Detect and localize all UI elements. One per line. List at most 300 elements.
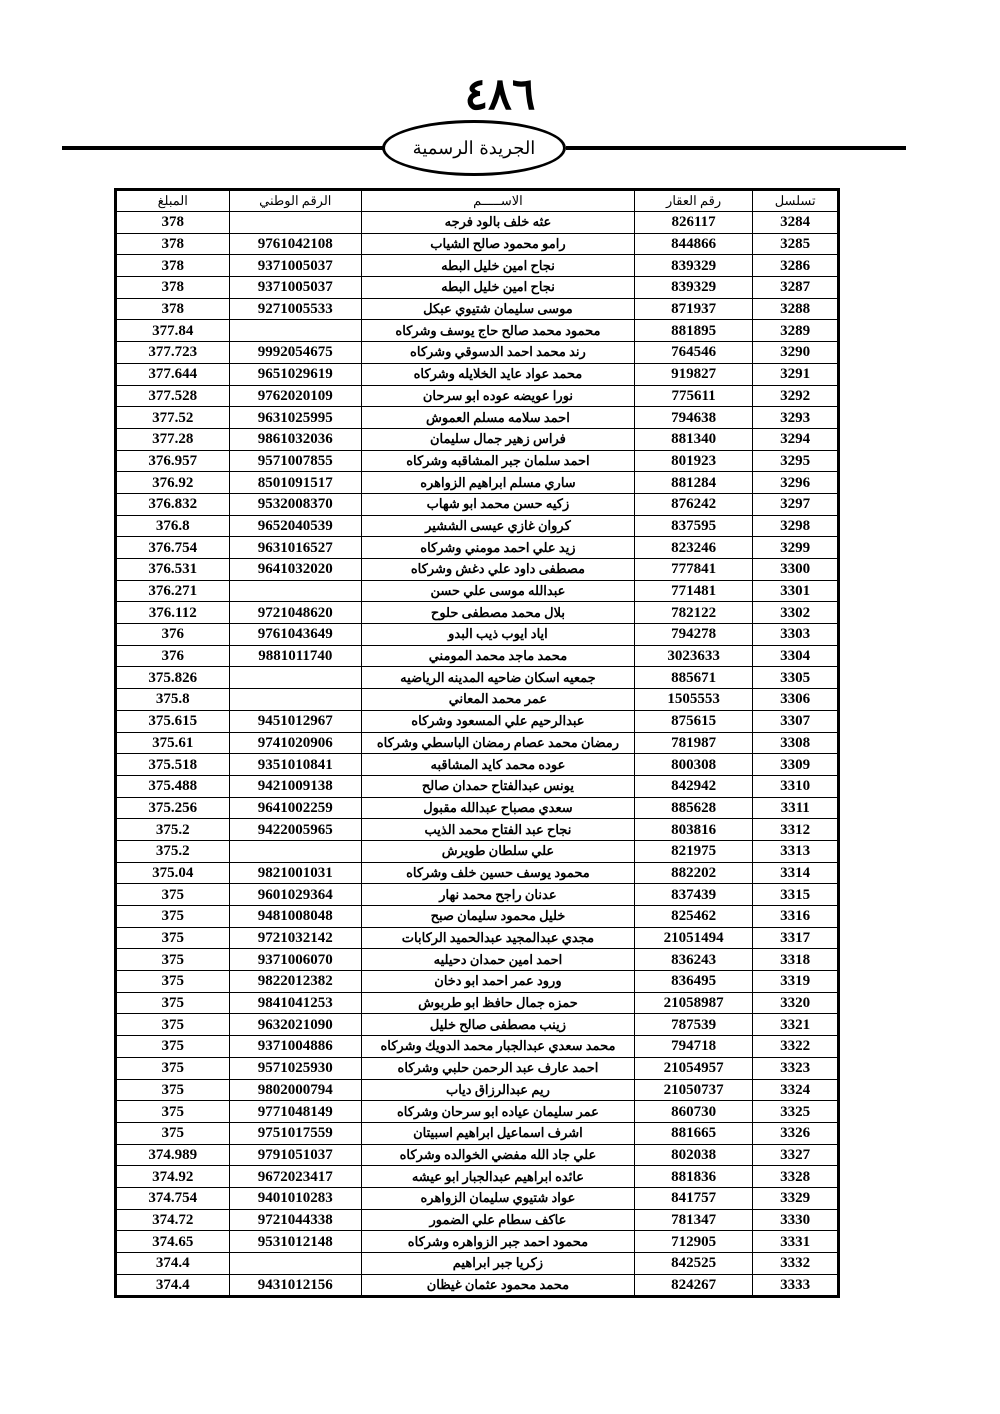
table-row bbox=[117, 840, 838, 862]
cell-name: حمزه جمال حافظ ابو طربوش bbox=[362, 992, 635, 1014]
cell-property-number: 842525 bbox=[634, 1253, 753, 1275]
cell-national-id: 9481008048 bbox=[229, 906, 362, 928]
table-row bbox=[117, 1231, 838, 1253]
cell-national-id: 9992054675 bbox=[229, 342, 362, 364]
cell-serial: 3327 bbox=[753, 1144, 838, 1166]
table-row bbox=[117, 320, 838, 342]
table-row bbox=[117, 428, 838, 450]
cell-name: مجدي عبدالمجيد عبدالحميد الركابات bbox=[362, 927, 635, 949]
cell-serial: 3290 bbox=[753, 342, 838, 364]
cell-name: عاكف سطام علي الضمور bbox=[362, 1209, 635, 1231]
cell-serial: 3310 bbox=[753, 775, 838, 797]
cell-name: نجاح امين خليل البطه bbox=[362, 277, 635, 299]
column-header-serial: تسلسل bbox=[753, 191, 838, 212]
cell-property-number: 821975 bbox=[634, 840, 753, 862]
cell-national-id: 9532008370 bbox=[229, 493, 362, 515]
cell-name: عثه خلف بالود فرجه bbox=[362, 212, 635, 234]
cell-property-number: 775611 bbox=[634, 385, 753, 407]
cell-amount: 377.644 bbox=[117, 363, 230, 385]
cell-amount: 375 bbox=[117, 1014, 230, 1036]
cell-serial: 3300 bbox=[753, 559, 838, 581]
cell-serial: 3295 bbox=[753, 450, 838, 472]
cell-property-number: 844866 bbox=[634, 233, 753, 255]
cell-serial: 3308 bbox=[753, 732, 838, 754]
column-header-property-number: رقم العقار bbox=[634, 191, 753, 212]
cell-serial: 3319 bbox=[753, 971, 838, 993]
table-row bbox=[117, 1209, 838, 1231]
cell-national-id: 9401010283 bbox=[229, 1187, 362, 1209]
table-row bbox=[117, 797, 838, 819]
cell-serial: 3298 bbox=[753, 515, 838, 537]
cell-property-number: 1505553 bbox=[634, 689, 753, 711]
cell-name: موسى سليمان شتيوي عبكل bbox=[362, 298, 635, 320]
table-row bbox=[117, 1036, 838, 1058]
table-row bbox=[117, 1144, 838, 1166]
cell-serial: 3315 bbox=[753, 884, 838, 906]
cell-national-id: 9571025930 bbox=[229, 1057, 362, 1079]
cell-property-number: 21050737 bbox=[634, 1079, 753, 1101]
cell-national-id: 9721032142 bbox=[229, 927, 362, 949]
cell-property-number: 839329 bbox=[634, 277, 753, 299]
cell-property-number: 881895 bbox=[634, 320, 753, 342]
cell-property-number: 777841 bbox=[634, 559, 753, 581]
cell-serial: 3326 bbox=[753, 1122, 838, 1144]
cell-amount: 376.531 bbox=[117, 559, 230, 581]
table-row bbox=[117, 927, 838, 949]
table-row bbox=[117, 689, 838, 711]
cell-name: احمد سلامه مسلم العموش bbox=[362, 407, 635, 429]
cell-serial: 3303 bbox=[753, 624, 838, 646]
page-number: ٤٨٦ bbox=[464, 69, 536, 120]
cell-national-id: 9881011740 bbox=[229, 645, 362, 667]
cell-serial: 3284 bbox=[753, 212, 838, 234]
cell-national-id: 9771048149 bbox=[229, 1101, 362, 1123]
cell-serial: 3286 bbox=[753, 255, 838, 277]
cell-national-id: 9861032036 bbox=[229, 428, 362, 450]
cell-serial: 3304 bbox=[753, 645, 838, 667]
cell-amount: 376 bbox=[117, 624, 230, 646]
cell-amount: 375 bbox=[117, 1057, 230, 1079]
cell-name: احمد امين حمدان دحيليه bbox=[362, 949, 635, 971]
header-rule-right bbox=[566, 146, 906, 150]
table-row bbox=[117, 906, 838, 928]
cell-serial: 3296 bbox=[753, 472, 838, 494]
cell-property-number: 21058987 bbox=[634, 992, 753, 1014]
table-row bbox=[117, 1079, 838, 1101]
table-row bbox=[117, 819, 838, 841]
cell-amount: 376.8 bbox=[117, 515, 230, 537]
cell-amount: 378 bbox=[117, 277, 230, 299]
cell-amount: 378 bbox=[117, 298, 230, 320]
cell-amount: 375.488 bbox=[117, 775, 230, 797]
cell-amount: 378 bbox=[117, 212, 230, 234]
cell-name: ورود عمر احمد ابو دخان bbox=[362, 971, 635, 993]
cell-serial: 3328 bbox=[753, 1166, 838, 1188]
cell-national-id: 9351010841 bbox=[229, 754, 362, 776]
cell-property-number: 836495 bbox=[634, 971, 753, 993]
cell-name: يونس عبدالفتاح حمدان صالح bbox=[362, 775, 635, 797]
cell-serial: 3320 bbox=[753, 992, 838, 1014]
cell-name: اشرف اسماعيل ابراهيم اسبيتان bbox=[362, 1122, 635, 1144]
table-row bbox=[117, 212, 838, 234]
table-row bbox=[117, 732, 838, 754]
cell-name: بلال محمد مصطفى حلوح bbox=[362, 602, 635, 624]
cell-property-number: 837439 bbox=[634, 884, 753, 906]
publication-title-oval bbox=[382, 120, 566, 176]
cell-amount: 375 bbox=[117, 927, 230, 949]
cell-serial: 3317 bbox=[753, 927, 838, 949]
cell-national-id: 9821001031 bbox=[229, 862, 362, 884]
cell-amount: 375 bbox=[117, 971, 230, 993]
table-row bbox=[117, 992, 838, 1014]
table-row bbox=[117, 277, 838, 299]
table-row bbox=[117, 667, 838, 689]
cell-national-id bbox=[229, 320, 362, 342]
cell-amount: 374.65 bbox=[117, 1231, 230, 1253]
cell-serial: 3329 bbox=[753, 1187, 838, 1209]
cell-amount: 374.754 bbox=[117, 1187, 230, 1209]
cell-property-number: 787539 bbox=[634, 1014, 753, 1036]
table-row bbox=[117, 1187, 838, 1209]
cell-name: علي جاد الله مفضي الخوالده وشركاه bbox=[362, 1144, 635, 1166]
cell-national-id: 9791051037 bbox=[229, 1144, 362, 1166]
column-header-national-id: الرقم الوطني bbox=[229, 191, 362, 212]
cell-name: زينب مصطفى صالح خليل bbox=[362, 1014, 635, 1036]
table-row bbox=[117, 298, 838, 320]
cell-amount: 374.989 bbox=[117, 1144, 230, 1166]
cell-serial: 3285 bbox=[753, 233, 838, 255]
cell-name: جمعيه اسكان ضاحيه المدينه الرياضيه bbox=[362, 667, 635, 689]
cell-national-id bbox=[229, 840, 362, 862]
cell-property-number: 21051494 bbox=[634, 927, 753, 949]
cell-name: فراس زهير جمال سليمان bbox=[362, 428, 635, 450]
cell-amount: 375.518 bbox=[117, 754, 230, 776]
table-row bbox=[117, 493, 838, 515]
cell-property-number: 860730 bbox=[634, 1101, 753, 1123]
cell-national-id: 9271005533 bbox=[229, 298, 362, 320]
cell-serial: 3292 bbox=[753, 385, 838, 407]
table-row bbox=[117, 884, 838, 906]
cell-national-id: 9601029364 bbox=[229, 884, 362, 906]
cell-amount: 375 bbox=[117, 1122, 230, 1144]
cell-national-id: 8501091517 bbox=[229, 472, 362, 494]
cell-serial: 3311 bbox=[753, 797, 838, 819]
table-row bbox=[117, 1274, 838, 1296]
table-row bbox=[117, 775, 838, 797]
cell-name: عبدالله موسى علي حسن bbox=[362, 580, 635, 602]
cell-national-id: 9371005037 bbox=[229, 255, 362, 277]
cell-property-number: 875615 bbox=[634, 710, 753, 732]
cell-amount: 374.72 bbox=[117, 1209, 230, 1231]
cell-amount: 377.28 bbox=[117, 428, 230, 450]
cell-property-number: 794278 bbox=[634, 624, 753, 646]
table-row bbox=[117, 342, 838, 364]
cell-property-number: 802038 bbox=[634, 1144, 753, 1166]
cell-national-id: 9571007855 bbox=[229, 450, 362, 472]
cell-national-id: 9672023417 bbox=[229, 1166, 362, 1188]
cell-national-id bbox=[229, 1253, 362, 1275]
cell-serial: 3309 bbox=[753, 754, 838, 776]
cell-property-number: 839329 bbox=[634, 255, 753, 277]
cell-name: عواد شتيوي سليمان الزواهره bbox=[362, 1187, 635, 1209]
table-row bbox=[117, 1122, 838, 1144]
cell-national-id: 9371006070 bbox=[229, 949, 362, 971]
cell-name: ريم عبدالرزاق دياب bbox=[362, 1079, 635, 1101]
cell-property-number: 800308 bbox=[634, 754, 753, 776]
cell-serial: 3331 bbox=[753, 1231, 838, 1253]
table-row bbox=[117, 363, 838, 385]
cell-name: نورا عويضه عوده ابو سرحان bbox=[362, 385, 635, 407]
cell-national-id: 9652040539 bbox=[229, 515, 362, 537]
cell-property-number: 781987 bbox=[634, 732, 753, 754]
cell-amount: 375.2 bbox=[117, 840, 230, 862]
cell-serial: 3324 bbox=[753, 1079, 838, 1101]
cell-property-number: 919827 bbox=[634, 363, 753, 385]
cell-amount: 375.826 bbox=[117, 667, 230, 689]
cell-property-number: 824267 bbox=[634, 1274, 753, 1296]
cell-amount: 375 bbox=[117, 949, 230, 971]
cell-national-id: 9421009138 bbox=[229, 775, 362, 797]
cell-serial: 3305 bbox=[753, 667, 838, 689]
header-rule-left bbox=[62, 146, 384, 150]
cell-name: محمود احمد جبر الزواهره وشركاه bbox=[362, 1231, 635, 1253]
cell-national-id: 9841041253 bbox=[229, 992, 362, 1014]
cell-property-number: 837595 bbox=[634, 515, 753, 537]
cell-property-number: 841757 bbox=[634, 1187, 753, 1209]
cell-amount: 375 bbox=[117, 1036, 230, 1058]
table-row bbox=[117, 385, 838, 407]
table-row bbox=[117, 602, 838, 624]
cell-name: محمد عواد عايد الخلايله وشركاه bbox=[362, 363, 635, 385]
cell-name: محمود محمد صالح حاج يوسف وشركاه bbox=[362, 320, 635, 342]
cell-property-number: 881836 bbox=[634, 1166, 753, 1188]
cell-serial: 3325 bbox=[753, 1101, 838, 1123]
table-row bbox=[117, 1101, 838, 1123]
cell-amount: 374.4 bbox=[117, 1274, 230, 1296]
cell-property-number: 712905 bbox=[634, 1231, 753, 1253]
cell-amount: 376.832 bbox=[117, 493, 230, 515]
table-row bbox=[117, 862, 838, 884]
column-header-name: الاســـــم bbox=[362, 191, 635, 212]
table-row bbox=[117, 1253, 838, 1275]
cell-name: رمضان محمد عصام رمضان الباسطي وشركاه bbox=[362, 732, 635, 754]
table-row bbox=[117, 1014, 838, 1036]
cell-serial: 3302 bbox=[753, 602, 838, 624]
cell-property-number: 794638 bbox=[634, 407, 753, 429]
cell-name: زيد علي احمد مومني وشركاه bbox=[362, 537, 635, 559]
cell-name: نجاح امين خليل البطه bbox=[362, 255, 635, 277]
table-row bbox=[117, 255, 838, 277]
cell-property-number: 885628 bbox=[634, 797, 753, 819]
cell-serial: 3321 bbox=[753, 1014, 838, 1036]
cell-amount: 375 bbox=[117, 906, 230, 928]
table-row bbox=[117, 754, 838, 776]
cell-national-id bbox=[229, 212, 362, 234]
cell-amount: 376.92 bbox=[117, 472, 230, 494]
column-header-amount: المبلغ bbox=[117, 191, 230, 212]
cell-property-number: 764546 bbox=[634, 342, 753, 364]
cell-amount: 377.52 bbox=[117, 407, 230, 429]
cell-property-number: 803816 bbox=[634, 819, 753, 841]
table-row bbox=[117, 624, 838, 646]
cell-name: عمر محمد المعاني bbox=[362, 689, 635, 711]
cell-name: عدنان راجح محمد نهار bbox=[362, 884, 635, 906]
cell-name: محمد محمود عثمان غيظان bbox=[362, 1274, 635, 1296]
cell-serial: 3294 bbox=[753, 428, 838, 450]
cell-national-id: 9531012148 bbox=[229, 1231, 362, 1253]
cell-national-id: 9371005037 bbox=[229, 277, 362, 299]
cell-national-id: 9422005965 bbox=[229, 819, 362, 841]
table-row bbox=[117, 949, 838, 971]
cell-serial: 3316 bbox=[753, 906, 838, 928]
cell-property-number: 826117 bbox=[634, 212, 753, 234]
cell-property-number: 801923 bbox=[634, 450, 753, 472]
cell-national-id: 9761042108 bbox=[229, 233, 362, 255]
cell-name: محمد ماجد محمد المومني bbox=[362, 645, 635, 667]
cell-name: محمد سعدي عبدالجبار محمد الدويك وشركاه bbox=[362, 1036, 635, 1058]
cell-property-number: 876242 bbox=[634, 493, 753, 515]
table-row bbox=[117, 407, 838, 429]
cell-name: خليل محمود سليمان صبح bbox=[362, 906, 635, 928]
cell-name: عبدالرحيم علي المسعود وشركاه bbox=[362, 710, 635, 732]
cell-serial: 3306 bbox=[753, 689, 838, 711]
cell-name: كروان غازي عيسى الششير bbox=[362, 515, 635, 537]
cell-name: عائده ابراهيم عبدالجبار ابو عيشه bbox=[362, 1166, 635, 1188]
cell-name: عمر سليمان عياده ابو سرحان وشركاه bbox=[362, 1101, 635, 1123]
cell-serial: 3289 bbox=[753, 320, 838, 342]
table-row bbox=[117, 537, 838, 559]
cell-national-id: 9721044338 bbox=[229, 1209, 362, 1231]
cell-name: عوده محمد كايد المشاقبه bbox=[362, 754, 635, 776]
cell-property-number: 782122 bbox=[634, 602, 753, 624]
cell-serial: 3287 bbox=[753, 277, 838, 299]
table-row bbox=[117, 645, 838, 667]
cell-name: رامو محمود صالح الشياب bbox=[362, 233, 635, 255]
cell-property-number: 825462 bbox=[634, 906, 753, 928]
cell-national-id: 9651029619 bbox=[229, 363, 362, 385]
cell-property-number: 842942 bbox=[634, 775, 753, 797]
cell-amount: 375.61 bbox=[117, 732, 230, 754]
cell-national-id: 9822012382 bbox=[229, 971, 362, 993]
cell-serial: 3291 bbox=[753, 363, 838, 385]
table-row bbox=[117, 450, 838, 472]
table-header-row bbox=[117, 191, 838, 212]
cell-national-id: 9431012156 bbox=[229, 1274, 362, 1296]
cell-serial: 3293 bbox=[753, 407, 838, 429]
cell-national-id: 9641002259 bbox=[229, 797, 362, 819]
cell-amount: 375 bbox=[117, 884, 230, 906]
cell-national-id: 9721048620 bbox=[229, 602, 362, 624]
cell-amount: 375.2 bbox=[117, 819, 230, 841]
cell-property-number: 823246 bbox=[634, 537, 753, 559]
cell-name: احمد سلمان جبر المشاقبه وشركاه bbox=[362, 450, 635, 472]
cell-amount: 375.615 bbox=[117, 710, 230, 732]
cell-name: علي سلطان طويرش bbox=[362, 840, 635, 862]
cell-serial: 3332 bbox=[753, 1253, 838, 1275]
cell-amount: 374.4 bbox=[117, 1253, 230, 1275]
cell-serial: 3313 bbox=[753, 840, 838, 862]
cell-amount: 376.271 bbox=[117, 580, 230, 602]
table-row bbox=[117, 1057, 838, 1079]
cell-name: سعدي مصباح عبدالله مقبول bbox=[362, 797, 635, 819]
cell-property-number: 21054957 bbox=[634, 1057, 753, 1079]
cell-name: رند محمد احمد الدسوقي وشركاه bbox=[362, 342, 635, 364]
table-row bbox=[117, 1166, 838, 1188]
cell-property-number: 885671 bbox=[634, 667, 753, 689]
table-row bbox=[117, 233, 838, 255]
cell-national-id: 9451012967 bbox=[229, 710, 362, 732]
cell-property-number: 836243 bbox=[634, 949, 753, 971]
cell-property-number: 781347 bbox=[634, 1209, 753, 1231]
cell-national-id: 9632021090 bbox=[229, 1014, 362, 1036]
table-row bbox=[117, 710, 838, 732]
cell-amount: 376.754 bbox=[117, 537, 230, 559]
cell-property-number: 881340 bbox=[634, 428, 753, 450]
cell-amount: 375.04 bbox=[117, 862, 230, 884]
cell-national-id bbox=[229, 689, 362, 711]
cell-national-id bbox=[229, 580, 362, 602]
cell-amount: 375 bbox=[117, 1079, 230, 1101]
cell-name: زكريا جبر ابراهيم bbox=[362, 1253, 635, 1275]
cell-national-id: 9761043649 bbox=[229, 624, 362, 646]
cell-name: محمود يوسف حسين خلف وشركاه bbox=[362, 862, 635, 884]
table-row bbox=[117, 515, 838, 537]
cell-serial: 3322 bbox=[753, 1036, 838, 1058]
cell-amount: 375 bbox=[117, 992, 230, 1014]
cell-serial: 3297 bbox=[753, 493, 838, 515]
cell-serial: 3307 bbox=[753, 710, 838, 732]
cell-amount: 377.84 bbox=[117, 320, 230, 342]
cell-serial: 3312 bbox=[753, 819, 838, 841]
cell-property-number: 882202 bbox=[634, 862, 753, 884]
cell-amount: 375.8 bbox=[117, 689, 230, 711]
cell-national-id: 9641032020 bbox=[229, 559, 362, 581]
cell-amount: 377.723 bbox=[117, 342, 230, 364]
cell-serial: 3288 bbox=[753, 298, 838, 320]
cell-amount: 374.92 bbox=[117, 1166, 230, 1188]
cell-amount: 376.957 bbox=[117, 450, 230, 472]
cell-amount: 376.112 bbox=[117, 602, 230, 624]
cell-serial: 3314 bbox=[753, 862, 838, 884]
cell-property-number: 881284 bbox=[634, 472, 753, 494]
cell-property-number: 771481 bbox=[634, 580, 753, 602]
cell-serial: 3330 bbox=[753, 1209, 838, 1231]
cell-property-number: 871937 bbox=[634, 298, 753, 320]
cell-national-id: 9631016527 bbox=[229, 537, 362, 559]
cell-amount: 377.528 bbox=[117, 385, 230, 407]
cell-serial: 3299 bbox=[753, 537, 838, 559]
cell-name: نجاح عبد الفتاح محمد الذيب bbox=[362, 819, 635, 841]
cell-serial: 3318 bbox=[753, 949, 838, 971]
cell-name: ساري مسلم ابراهيم الزواهره bbox=[362, 472, 635, 494]
cell-property-number: 881665 bbox=[634, 1122, 753, 1144]
cell-amount: 376 bbox=[117, 645, 230, 667]
cell-national-id: 9371004886 bbox=[229, 1036, 362, 1058]
cell-name: اياد ايوب ذيب البدو bbox=[362, 624, 635, 646]
cell-property-number: 3023633 bbox=[634, 645, 753, 667]
cell-serial: 3301 bbox=[753, 580, 838, 602]
cell-national-id: 9741020906 bbox=[229, 732, 362, 754]
cell-amount: 378 bbox=[117, 233, 230, 255]
cell-property-number: 794718 bbox=[634, 1036, 753, 1058]
table-row bbox=[117, 971, 838, 993]
table-row bbox=[117, 580, 838, 602]
cell-amount: 378 bbox=[117, 255, 230, 277]
publication-title: الجريدة الرسمية bbox=[412, 137, 536, 159]
cell-national-id: 9631025995 bbox=[229, 407, 362, 429]
table-row bbox=[117, 559, 838, 581]
table-row bbox=[117, 472, 838, 494]
